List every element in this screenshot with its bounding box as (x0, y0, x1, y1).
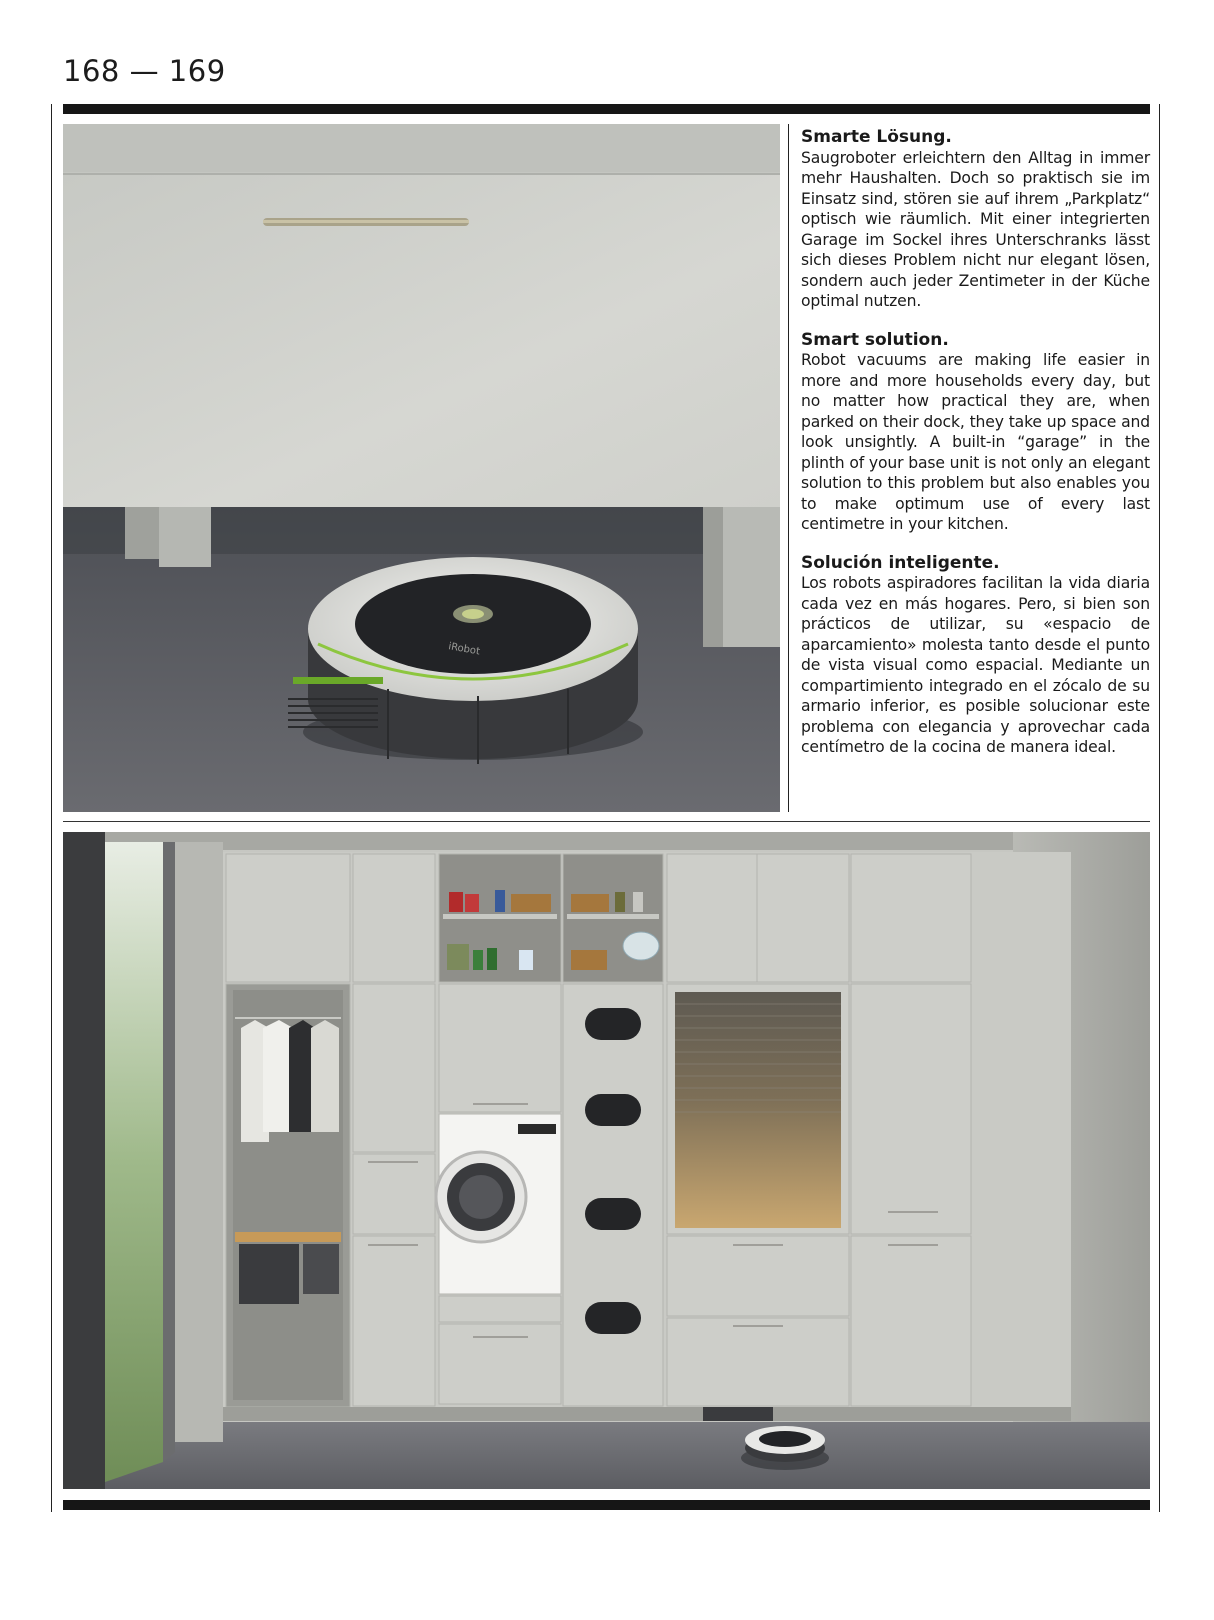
section-english (801, 330, 1150, 535)
section-body: Robot vacuums are making life easier in more and more households every day, but no matter how practical they are, when parked on their dock, they take up space and look unsightly. A built-in “garage” in the plinth of your base unit is not only an elegant solution to this problem but also enables you to make optimum use of every last centimetre in your kitchen. (801, 351, 1150, 533)
middle-rule (63, 821, 1150, 822)
section-body: Saugroboter erleichtern den Alltag in immer mehr Haushalten. Doch so praktisch sie im Einsatz sind, stören sie auf ihrem „Parkplatz“ optisch wie räumlich. Mit einer integrierten Garage im Sockel ihres Unterschranks lässt sich dieses Problem nicht nur elegant lösen, sondern auch jeder Zentimeter in der Küche optimal nutzen. (801, 148, 1150, 310)
section-german (801, 127, 1150, 312)
robot-logo-text: iRobot (447, 641, 481, 658)
page-numbers: 168 — 169 (63, 54, 226, 88)
robot-vacuum-photo (63, 124, 780, 812)
section-heading: Solución inteligente. (801, 552, 1000, 573)
text-column (801, 127, 1150, 776)
section-heading: Smarte Lösung. (801, 127, 952, 147)
top-bar (63, 104, 1150, 114)
utility-room-photo (63, 832, 1150, 1489)
column-separator (788, 124, 789, 812)
frame-right-rule (1159, 104, 1160, 1512)
bottom-bar (63, 1500, 1150, 1510)
section-body: Los robots aspiradores facilitan la vida diaria cada vez en más hogares. Pero, si bien son prácticos de utilizar, su «espacio de aparcamiento» molesta tanto desde el punto de vista visual como espacial. Mediante un compartimiento integrado en el zócalo de su armario inferior, es posible solucionar este problema con elegancia y aprovechar cada centímetro de la cocina de manera ideal. (801, 574, 1150, 756)
frame-left-rule (51, 104, 52, 1512)
section-spanish (801, 553, 1150, 758)
section-heading: Smart solution. (801, 329, 949, 350)
